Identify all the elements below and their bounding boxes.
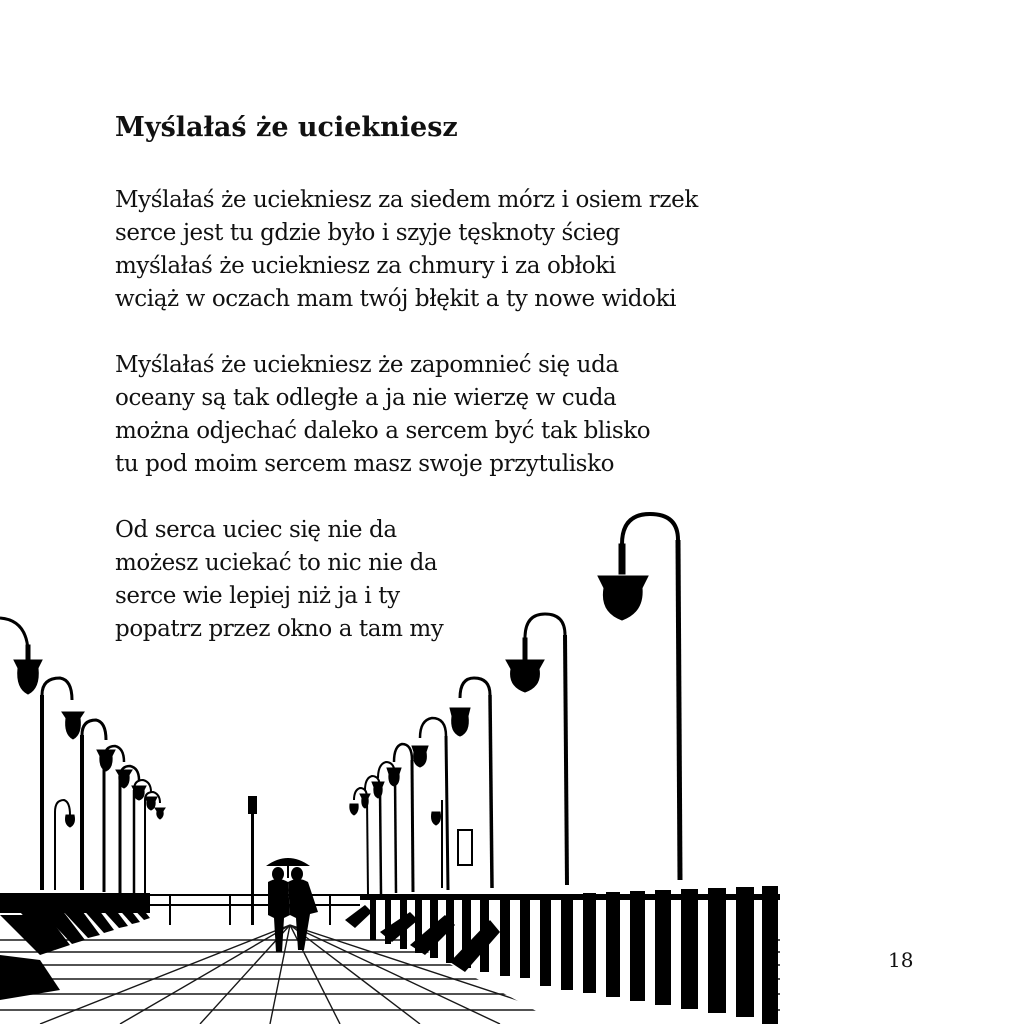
poem-line: tu pod moim sercem masz swoje przytulisko [115, 451, 615, 477]
page-number: 18 [888, 948, 914, 972]
poem-line: serce jest tu gdzie było i szyje tęsknoty ścieg [115, 220, 620, 246]
poem-line: możesz uciekać to nic nie da [115, 550, 438, 576]
stanza-1 [115, 184, 735, 316]
far-railing [150, 895, 360, 925]
poem-title: Myślałaś że uciekniesz [115, 112, 458, 143]
poem-line: Myślałaś że uciekniesz że zapomnieć się uda [115, 352, 619, 378]
poem-line: można odjechać daleko a sercem być tak blisko [115, 418, 651, 444]
poem-line: serce wie lepiej niż ja i ty [115, 583, 400, 609]
stanza-2 [115, 349, 735, 481]
poem-line: myślałaś że uciekniesz za chmury i za obłoki [115, 253, 616, 279]
right-lamp-posts [350, 514, 680, 894]
poem-line: Myślałaś że uciekniesz za siedem mórz i osiem rzek [115, 187, 698, 213]
poem-line: oceany są tak odległe a ja nie wierzę w cuda [115, 385, 617, 411]
poem-line: Od serca uciec się nie da [115, 517, 397, 543]
left-lamp-posts [0, 618, 165, 894]
poem-line: wciąż w oczach mam twój błękit a ty nowe widoki [115, 286, 677, 312]
poem-line: popatrz przez okno a tam my [115, 616, 444, 642]
pier-illustration [0, 500, 780, 1024]
